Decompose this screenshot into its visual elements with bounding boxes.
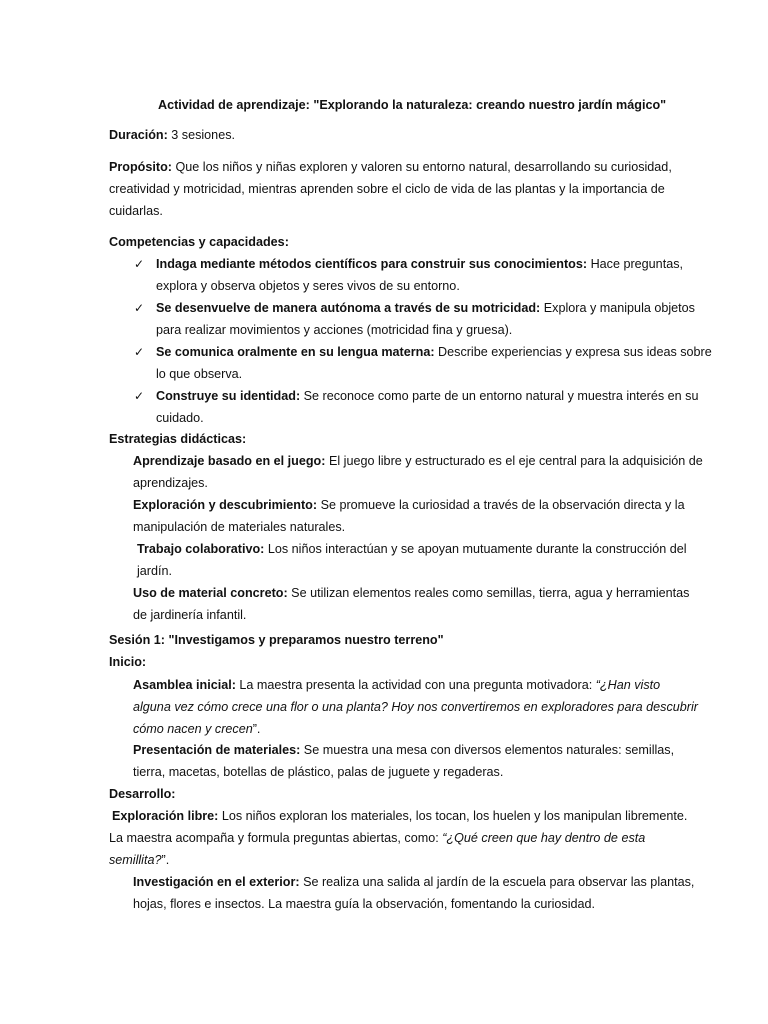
- estrategia-text-cont: jardín.: [137, 564, 173, 578]
- competencias-heading: [109, 234, 289, 250]
- competencia-text: Hace preguntas,: [590, 257, 683, 271]
- proposito-label: Propósito:: [109, 160, 172, 174]
- presentacion-line-2: tierra, macetas, botellas de plástico, palas de juguete y regaderas.: [133, 765, 504, 779]
- exploracion-line-3: [109, 852, 169, 868]
- checkmark-icon: ✓: [134, 389, 145, 403]
- competencia-item: [156, 344, 712, 360]
- exploracion-close: ”.: [161, 853, 170, 867]
- estrategias-heading: [109, 431, 246, 447]
- presentacion-line-1: [133, 742, 674, 758]
- competencia-label: Indaga mediante métodos científicos para construir sus conocimientos:: [156, 257, 588, 271]
- estrategias-heading-text: Estrategias didácticas:: [109, 432, 247, 446]
- proposito-text-1: Que los niños y niñas exploren y valoren su entorno natural, desarrollando su curiosidad,: [175, 160, 672, 174]
- proposito-line-3: cuidarlas.: [109, 204, 163, 218]
- inicio-heading-text: Inicio:: [109, 655, 147, 669]
- exploracion-line-2: [109, 830, 645, 846]
- asamblea-quote-cont: alguna vez cómo crece una flor o una planta? Hoy nos convertiremos en exploradores para descubrir: [133, 700, 698, 714]
- estrategia-label: Aprendizaje basado en el juego:: [133, 454, 326, 468]
- estrategia-label: Uso de material concreto:: [133, 586, 288, 600]
- estrategia-text-cont: de jardinería infantil.: [133, 608, 247, 622]
- presentacion-text: Se muestra una mesa con diversos elementos naturales: semillas,: [303, 743, 675, 757]
- duracion-value: 3 sesiones.: [171, 128, 235, 142]
- asamblea-text: La maestra presenta la actividad con una pregunta motivadora:: [239, 678, 593, 692]
- competencia-label: Se comunica oralmente en su lengua materna:: [156, 345, 435, 359]
- sesion-heading: [109, 632, 444, 648]
- asamblea-quote-end: cómo nacen y crecen: [133, 722, 253, 736]
- sesion-heading-text: Sesión 1: "Investigamos y preparamos nuestro terreno": [109, 633, 444, 647]
- competencia-text-cont: para realizar movimientos y acciones (motricidad fina y gruesa).: [156, 323, 513, 337]
- competencia-text-cont: explora y observa objetos y seres vivos de su entorno.: [156, 279, 460, 293]
- exploracion-quote: “¿Qué creen que hay dentro de esta: [442, 831, 646, 845]
- estrategia-item: [133, 497, 685, 513]
- competencia-label: Construye su identidad:: [156, 389, 301, 403]
- estrategia-text: Se utilizan elementos reales como semillas, tierra, agua y herramientas: [291, 586, 690, 600]
- estrategia-text: Se promueve la curiosidad a través de la observación directa y la: [320, 498, 685, 512]
- competencia-item: [156, 256, 683, 272]
- desarrollo-heading-text: Desarrollo:: [109, 787, 176, 801]
- desarrollo-heading: [109, 786, 176, 802]
- estrategia-text: Los niños interactúan y se apoyan mutuamente durante la construcción del: [267, 542, 687, 556]
- estrategia-item: [133, 453, 703, 469]
- competencias-heading-text: Competencias y capacidades:: [109, 235, 289, 249]
- competencia-text-cont: lo que observa.: [156, 367, 243, 381]
- investigacion-text: Se realiza una salida al jardín de la escuela para observar las plantas,: [303, 875, 695, 889]
- proposito-line-1: [109, 159, 672, 175]
- asamblea-line-3: [133, 721, 260, 737]
- exploracion-text: Los niños exploran los materiales, los tocan, los huelen y los manipulan libremente.: [221, 809, 688, 823]
- investigacion-label: Investigación en el exterior:: [133, 875, 300, 889]
- competencia-text-cont: cuidado.: [156, 411, 204, 425]
- duracion-line: [109, 127, 235, 143]
- competencia-item: [156, 300, 695, 316]
- estrategia-label: Trabajo colaborativo:: [137, 542, 265, 556]
- exploracion-label: Exploración libre:: [112, 809, 219, 823]
- estrategia-item: [133, 585, 689, 601]
- estrategia-text-cont: manipulación de materiales naturales.: [133, 520, 346, 534]
- asamblea-label: Asamblea inicial:: [133, 678, 236, 692]
- duracion-label: Duración:: [109, 128, 168, 142]
- checkmark-icon: ✓: [134, 257, 145, 271]
- competencia-text: Se reconoce como parte de un entorno natural y muestra interés en su: [303, 389, 699, 403]
- asamblea-quote: “¿Han visto: [595, 678, 661, 692]
- asamblea-line-1: [133, 677, 660, 693]
- estrategia-text: El juego libre y estructurado es el eje central para la adquisición de: [328, 454, 703, 468]
- exploracion-quote-end: semillita?: [109, 853, 162, 867]
- asamblea-line-2: [133, 699, 698, 715]
- proposito-line-2: creatividad y motricidad, mientras aprenden sobre el ciclo de vida de las plantas y la importancia de: [109, 182, 665, 196]
- competencia-text: Describe experiencias y expresa sus ideas sobre: [438, 345, 712, 359]
- investigacion-line-1: [133, 874, 694, 890]
- estrategia-label: Exploración y descubrimiento:: [133, 498, 318, 512]
- investigacion-line-2: hojas, flores e insectos. La maestra guía la observación, fomentando la curiosidad.: [133, 897, 596, 911]
- checkmark-icon: ✓: [134, 301, 145, 315]
- exploracion-text-cont: La maestra acompaña y formula preguntas abiertas, como:: [109, 831, 439, 845]
- inicio-heading: [109, 654, 146, 670]
- competencia-item: [156, 388, 698, 404]
- exploracion-line-1: [112, 808, 687, 824]
- asamblea-close: ”.: [252, 722, 261, 736]
- competencia-text: Explora y manipula objetos: [543, 301, 695, 315]
- estrategia-item: [137, 541, 687, 557]
- presentacion-label: Presentación de materiales:: [133, 743, 301, 757]
- estrategia-text-cont: aprendizajes.: [133, 476, 208, 490]
- checkmark-icon: ✓: [134, 345, 145, 359]
- competencia-label: Se desenvuelve de manera autónoma a través de su motricidad:: [156, 301, 541, 315]
- document-title: Actividad de aprendizaje: "Explorando la naturaleza: creando nuestro jardín mágico": [158, 98, 667, 112]
